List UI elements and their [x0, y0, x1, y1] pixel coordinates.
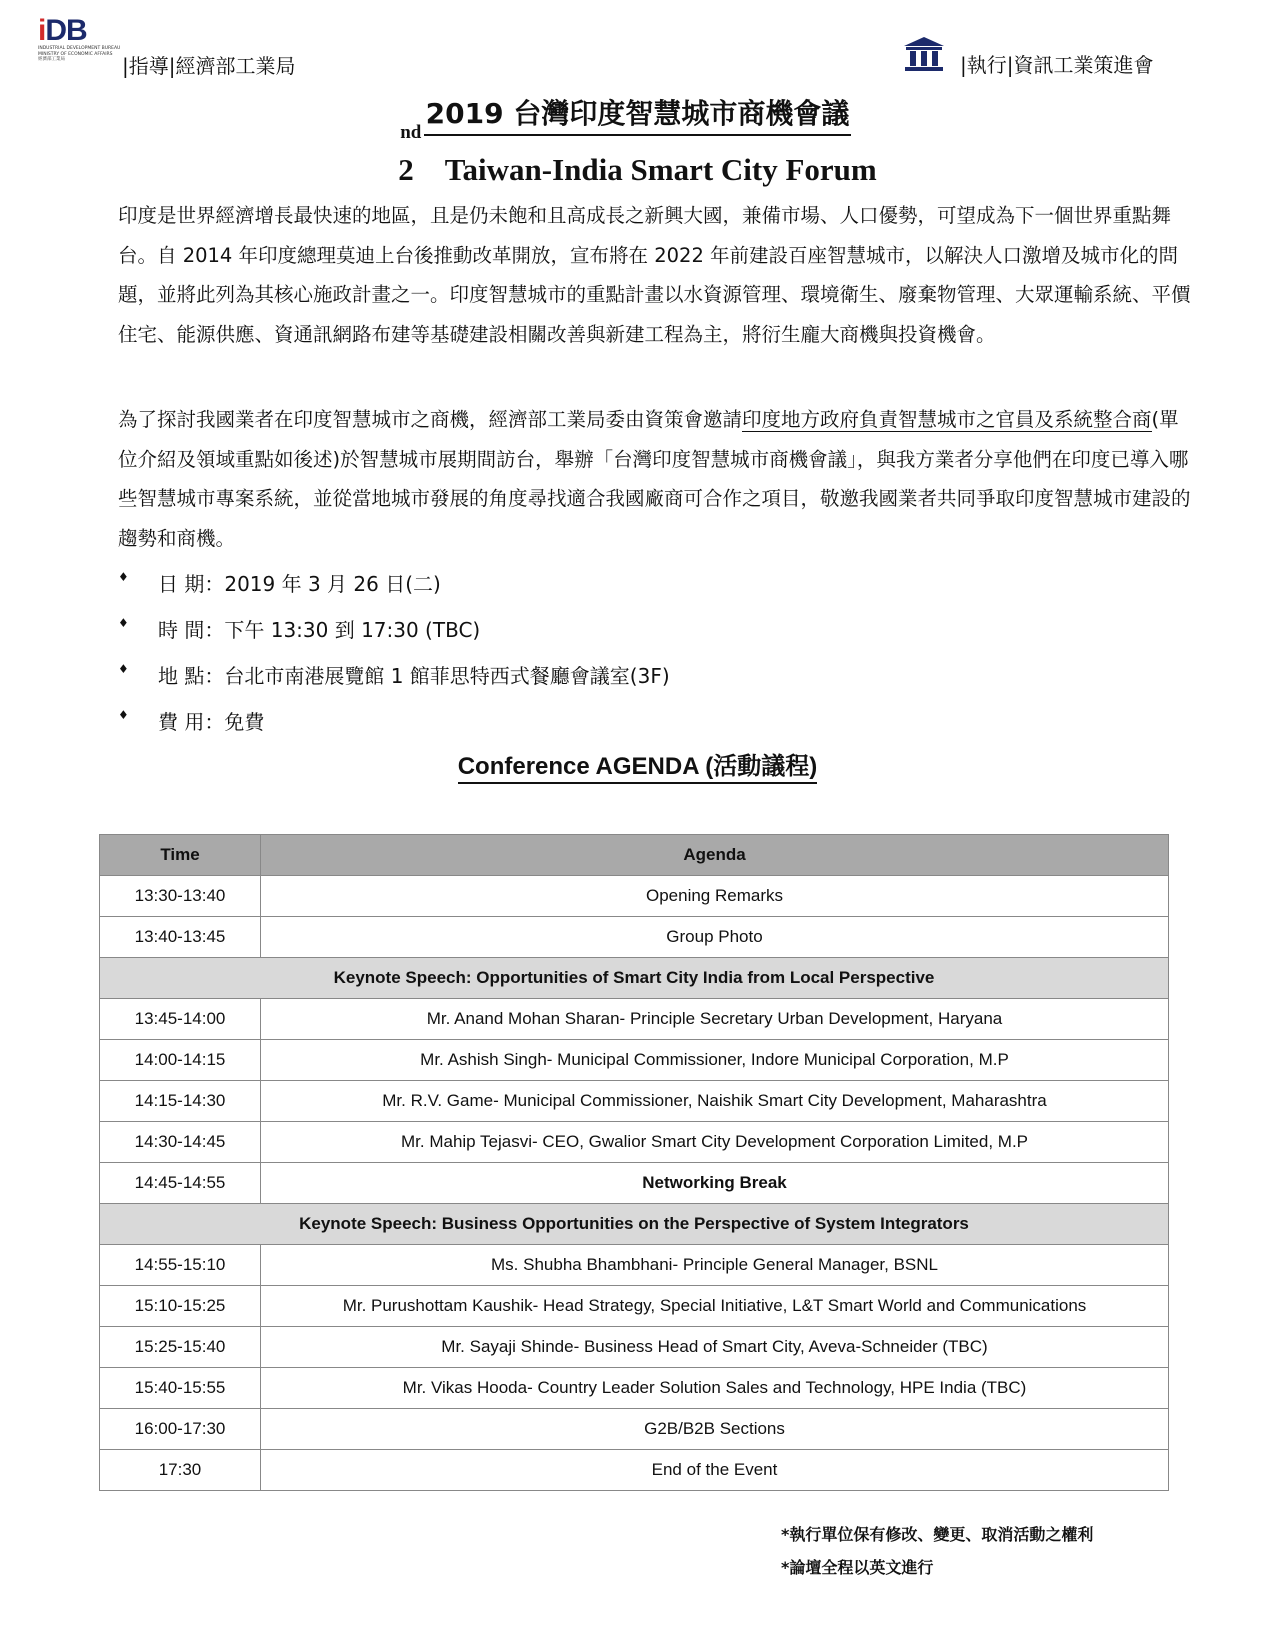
invitation-text-start: 為了探討我國業者在印度智慧城市之商機，經濟部工業局委由資策會邀請 [118, 408, 743, 431]
row-agenda: Group Photo [261, 917, 1169, 958]
idb-logo-line-1: INDUSTRIAL DEVELOPMENT BUREAU [38, 46, 121, 51]
row-agenda: Mr. Mahip Tejasvi- CEO, Gwalior Smart City Development Corporation Limited, M.P [261, 1122, 1169, 1163]
bullet-icon: ♦ [118, 708, 129, 722]
header-agenda: Agenda [261, 835, 1169, 876]
invitation-underlined: 印度地方政府負責智慧城市之官員及系統整合商 [742, 408, 1152, 431]
title-chinese-text: 2019 台灣印度智慧城市商機會議 [424, 97, 852, 136]
row-agenda: Mr. Vikas Hooda- Country Leader Solution Sales and Technology, HPE India (TBC) [261, 1368, 1169, 1409]
row-time: 16:00-17:30 [100, 1409, 261, 1450]
title-english-text: Taiwan-India Smart City Forum [444, 152, 877, 187]
row-time: 14:55-15:10 [100, 1245, 261, 1286]
idb-logo-line-2: MINISTRY OF ECONOMIC AFFAIRS [38, 51, 113, 57]
title-english-ordinal [398, 122, 422, 187]
row-agenda: Mr. Purushottam Kaushik- Head Strategy, Special Initiative, L&T Smart World and Communications [261, 1286, 1169, 1327]
row-time: 15:25-15:40 [100, 1327, 261, 1368]
invitation-paragraph [118, 400, 1198, 558]
exec-label: |執行|資訊工業策進會 [960, 53, 1154, 77]
row-time: 14:15-14:30 [100, 1081, 261, 1122]
title-ordinal-suffix: nd [400, 122, 422, 143]
row-time: 14:30-14:45 [100, 1122, 261, 1163]
agenda-title-text: Conference AGENDA (活動議程) [458, 753, 818, 784]
row-time: 15:10-15:25 [100, 1286, 261, 1327]
info-date-text: 日 期：2019 年 3 月 26 日(二) [158, 572, 441, 596]
table-row [100, 1163, 1169, 1204]
intro-paragraph: 印度是世界經濟增長最快速的地區，且是仍未飽和且高成長之新興大國，兼備市場、人口優勢，可望成為下一個世界重點舞台。自 2014 年印度總理莫迪上台後推動改革開放，宣布將在 2022 年前建設百座智慧城市，以解決人口激增及城市化的問題，並將此列為其核心施政計畫之一。印度智慧城市的重點計畫以水資源管理、環境衛生、廢棄物管理、大眾運輸系統、平價住宅、能源供應、資通訊網路布建等基礎建設相關改善與新建工程為主，將衍生龐大商機與投資機會。 [118, 204, 1191, 346]
bullet-icon: ♦ [118, 662, 129, 676]
table-row [100, 1409, 1169, 1450]
idb-logo-line-3: 經濟部工業局 [38, 57, 65, 62]
idb-logo [38, 14, 121, 64]
title-english [0, 122, 1275, 188]
invitation-text-end: (單位介紹及領域重點如後述)於智慧城市展期間訪台，舉辦「台灣印度智慧城市商機會議」，與我方業者分享他們在印度已導入哪些智慧城市專案系統，並從當地城市發展的角度尋找適合我國廠商可合作之項目，敬邀我國業者共同爭取印度智慧城市建設的趨勢和商機。 [118, 408, 1191, 550]
table-row [100, 1122, 1169, 1163]
table-row [100, 1327, 1169, 1368]
row-time: 14:00-14:15 [100, 1040, 261, 1081]
row-agenda: Mr. Ashish Singh- Municipal Commissioner, Indore Municipal Corporation, M.P [261, 1040, 1169, 1081]
section-title: Keynote Speech: Business Opportunities on the Perspective of System Integrators [100, 1204, 1169, 1245]
agenda-section-row [100, 958, 1169, 999]
agenda-table [99, 834, 1169, 1491]
agenda-title [0, 746, 1275, 781]
row-agenda: Opening Remarks [261, 876, 1169, 917]
table-row [100, 917, 1169, 958]
table-row [100, 1368, 1169, 1409]
row-agenda: Mr. R.V. Game- Municipal Commissioner, Naishik Smart City Development, Maharashtra [261, 1081, 1169, 1122]
table-row [100, 1040, 1169, 1081]
table-row [100, 1286, 1169, 1327]
row-agenda: G2B/B2B Sections [261, 1409, 1169, 1450]
table-row [100, 1081, 1169, 1122]
row-time: 15:40-15:55 [100, 1368, 261, 1409]
agenda-body [100, 876, 1169, 1491]
row-agenda: Mr. Sayaji Shinde- Business Head of Smart City, Aveva-Schneider (TBC) [261, 1327, 1169, 1368]
row-time: 17:30 [100, 1450, 261, 1491]
agenda-header-row [100, 835, 1169, 876]
title-chinese [0, 92, 1275, 132]
row-agenda: Mr. Anand Mohan Sharan- Principle Secretary Urban Development, Haryana [261, 999, 1169, 1040]
section-title: Keynote Speech: Opportunities of Smart City India from Local Perspective [100, 958, 1169, 999]
table-row [100, 999, 1169, 1040]
row-time: 13:30-13:40 [100, 876, 261, 917]
info-location-text: 地 點：台北市南港展覽館 1 館菲思特西式餐廳會議室(3F) [158, 664, 670, 688]
bullet-icon: ♦ [118, 616, 129, 630]
table-row [100, 1450, 1169, 1491]
table-row [100, 876, 1169, 917]
info-fee-text: 費 用：免費 [158, 710, 265, 734]
iii-logo-icon [902, 36, 946, 72]
agenda-section-row [100, 1204, 1169, 1245]
title-ordinal-number: 2 [398, 152, 414, 187]
row-time: 14:45-14:55 [100, 1163, 261, 1204]
table-row [100, 1245, 1169, 1286]
guide-label: |指導|經濟部工業局 [122, 54, 296, 78]
row-time: 13:40-13:45 [100, 917, 261, 958]
bullet-icon: ♦ [118, 570, 129, 584]
note-language: *論壇全程以英文進行 [781, 1558, 934, 1577]
note-rights: *執行單位保有修改、變更、取消活動之權利 [781, 1525, 1094, 1544]
header-time: Time [100, 835, 261, 876]
info-time-text: 時 間：下午 13:30 到 17:30 (TBC) [158, 618, 481, 642]
row-agenda: End of the Event [261, 1450, 1169, 1491]
row-agenda: Ms. Shubha Bhambhani- Principle General Manager, BSNL [261, 1245, 1169, 1286]
row-agenda: Networking Break [261, 1163, 1169, 1204]
idb-logo-mark: iDB [38, 14, 87, 47]
row-time: 13:45-14:00 [100, 999, 261, 1040]
